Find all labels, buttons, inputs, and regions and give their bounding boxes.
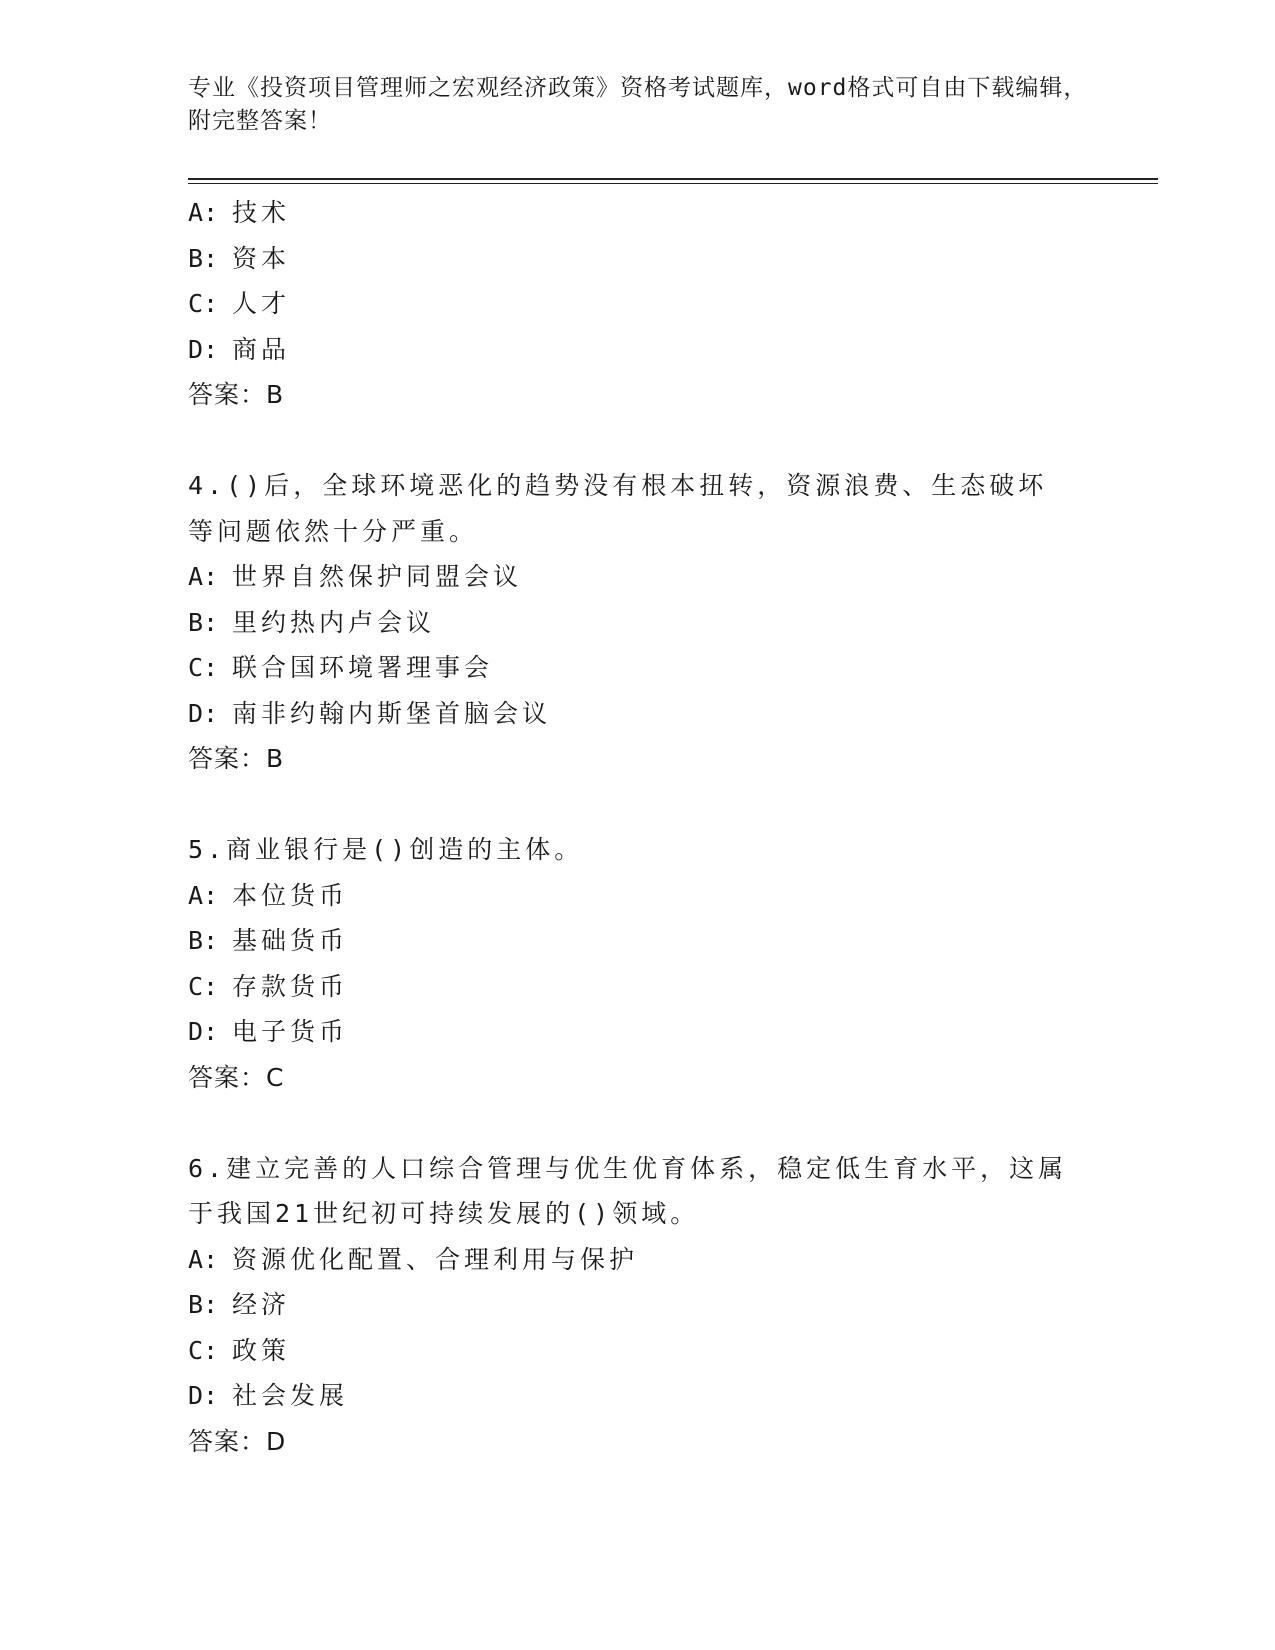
- option-letter: B:: [188, 926, 219, 955]
- spacer: [188, 1100, 1088, 1146]
- option-c: [188, 281, 1088, 327]
- option-text: 资本: [232, 243, 291, 273]
- option-b: [188, 918, 1088, 964]
- option-letter: B:: [188, 243, 219, 273]
- option-a: [188, 190, 1088, 236]
- option-text: 经济: [232, 1290, 291, 1319]
- question-stem: 6.建立完善的人口综合管理与优生优育体系，稳定低生育水平，这属于我国21世纪初可持续发展的()领域。: [188, 1153, 1068, 1228]
- option-d: [188, 1009, 1088, 1055]
- answer-line: 答案：C: [188, 1062, 285, 1092]
- option-b: [188, 600, 1088, 646]
- question-stem: 5.商业银行是()创造的主体。: [188, 835, 584, 864]
- option-c: [188, 964, 1088, 1010]
- option-d: [188, 691, 1088, 737]
- option-c: [188, 1328, 1088, 1374]
- option-text: 电子货币: [232, 1017, 349, 1046]
- option-text: 社会发展: [232, 1381, 349, 1410]
- option-letter: D:: [188, 334, 219, 364]
- option-letter: C:: [188, 971, 219, 1001]
- option-text: 联合国环境署理事会: [232, 653, 494, 682]
- option-text: 里约热内卢会议: [232, 607, 436, 637]
- option-text: 资源优化配置、合理利用与保护: [232, 1244, 639, 1274]
- option-letter: A:: [188, 880, 219, 910]
- option-a: [188, 873, 1088, 919]
- answer-line: 答案：B: [188, 744, 285, 773]
- option-letter: C:: [188, 289, 219, 318]
- option-letter: A:: [188, 198, 219, 227]
- option-letter: B:: [188, 607, 219, 637]
- option-letter: D:: [188, 1017, 219, 1046]
- question-block-3: [188, 190, 1088, 418]
- answer-line: 答案：B: [188, 380, 285, 409]
- option-d: [188, 1373, 1088, 1419]
- header-rule-thin: [188, 183, 1158, 184]
- option-letter: C:: [188, 653, 219, 682]
- option-a: [188, 1237, 1088, 1283]
- option-a: [188, 554, 1088, 600]
- question-stem: 4.()后，全球环境恶化的趋势没有根本扭转，资源浪费、生态破坏等问题依然十分严重。: [188, 471, 1048, 546]
- option-text: 世界自然保护同盟会议: [232, 562, 523, 591]
- option-b: [188, 236, 1088, 282]
- option-text: 人才: [232, 289, 291, 318]
- answer-line: 答案：D: [188, 1426, 287, 1456]
- option-letter: C:: [188, 1335, 219, 1365]
- question-block-5: [188, 827, 1088, 1100]
- option-text: 政策: [232, 1335, 291, 1365]
- document-page: [188, 0, 1158, 1650]
- option-letter: D:: [188, 698, 219, 728]
- option-text: 商品: [232, 334, 291, 364]
- option-letter: B:: [188, 1290, 219, 1319]
- spacer: [188, 782, 1088, 828]
- option-b: [188, 1282, 1088, 1328]
- option-letter: A:: [188, 562, 219, 591]
- question-block-6: [188, 1146, 1088, 1465]
- option-text: 存款货币: [232, 971, 349, 1001]
- option-letter: A:: [188, 1244, 219, 1274]
- header-rule-thick: [188, 178, 1158, 180]
- spacer: [188, 418, 1088, 464]
- question-block-4: [188, 463, 1088, 782]
- question-list: [188, 190, 1088, 1464]
- option-letter: D:: [188, 1381, 219, 1410]
- option-text: 基础货币: [232, 926, 349, 955]
- option-d: [188, 327, 1088, 373]
- option-text: 本位货币: [232, 880, 349, 910]
- option-c: [188, 645, 1088, 691]
- document-header-intro: 专业《投资项目管理师之宏观经济政策》资格考试题库，word格式可自由下载编辑，附完整答案！: [188, 75, 1088, 134]
- option-text: 南非约翰内斯堡首脑会议: [232, 698, 552, 728]
- option-text: 技术: [232, 198, 291, 227]
